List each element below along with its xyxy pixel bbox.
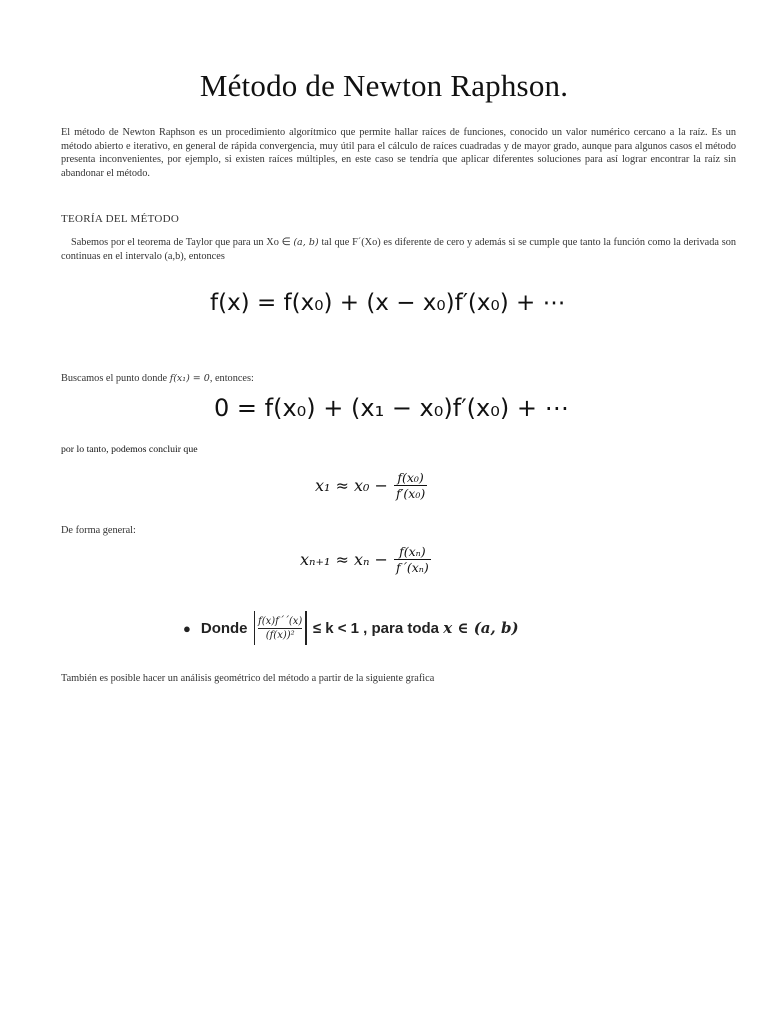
- buscamos-math: f(x₁) = 0: [169, 373, 210, 384]
- condition-numerator: f(x)f´´(x): [258, 615, 303, 627]
- taylor-equation: f(x) = f(x₀) + (x − x₀)f′(x₀) + ⋯: [210, 290, 566, 316]
- condition-bound: ≤ k < 1 , para toda: [312, 620, 444, 637]
- section-heading: TEORÍA DEL MÉTODO: [61, 213, 180, 225]
- page-title: Método de Newton Raphson.: [199, 68, 569, 103]
- condition-fraction: [254, 611, 307, 645]
- condition-domain: x ∈ (a, b): [443, 619, 519, 637]
- eq3-denominator: f′(x₀): [395, 486, 426, 501]
- geometric-analysis-line: También es posible hacer un análisis geométrico del método a partir de la siguiente grafica: [61, 673, 435, 684]
- buscamos-text-b: , entonces:: [209, 373, 254, 384]
- bullet-prefix: Donde: [200, 619, 248, 637]
- taylor-paragraph: [61, 236, 736, 263]
- eq4-denominator: f´(xₙ): [395, 560, 429, 575]
- eq3-fraction: [394, 470, 427, 501]
- first-iteration-equation: [315, 470, 427, 501]
- conclusion-line: por lo tanto, podemos concluir que: [61, 444, 198, 455]
- eq4-lhs: xₙ₊₁ ≈ xₙ −: [300, 550, 388, 569]
- condition-tail: [313, 619, 519, 637]
- intro-paragraph: El método de Newton Raphson es un procedimiento algorítmico que permite hallar raíces de funciones, conocido un valor numérico cercano a la raíz. Es un método abierto e iterativo, en general de rápida convergencia, muy útil para el cálculo de raíces cuadradas y de mayor grado, aunque para algunos casos el método presenta inconvenientes, por ejemplo, si existen raíces múltiples, en este caso se tendría que aplicar diferentes soluciones para así lograr encontrar la raíz sin abandonar el método.: [61, 127, 736, 179]
- eq4-numerator: f(xₙ): [399, 544, 426, 559]
- abs-bar-right: [305, 611, 307, 645]
- buscamos-text-a: Buscamos el punto donde: [61, 373, 170, 384]
- general-form-label: De forma general:: [61, 525, 136, 536]
- condition-fraction-inner: [255, 615, 305, 642]
- buscamos-line: [61, 373, 254, 384]
- bullet-icon: ●: [183, 620, 191, 636]
- convergence-condition: [183, 611, 519, 645]
- general-iteration-equation: [300, 544, 431, 575]
- eq4-fraction: [394, 544, 431, 575]
- eq3-numerator: f(x₀): [397, 470, 424, 485]
- taylor-text-b: tal que F´(Xo) es diferente de cero y además si se cumple que tanto la función como la derivada son continuas en el intervalo (a,b), entonces: [61, 237, 737, 262]
- root-equation: 0 = f(x₀) + (x₁ − x₀)f′(x₀) + ⋯: [214, 394, 569, 422]
- taylor-interval: (a, b): [293, 237, 319, 248]
- taylor-text-a: Sabemos por el teorema de Taylor que para un Xo ∈: [71, 237, 294, 248]
- eq3-lhs: x₁ ≈ x₀ −: [315, 476, 388, 495]
- condition-denominator: (f(x))²: [265, 629, 295, 641]
